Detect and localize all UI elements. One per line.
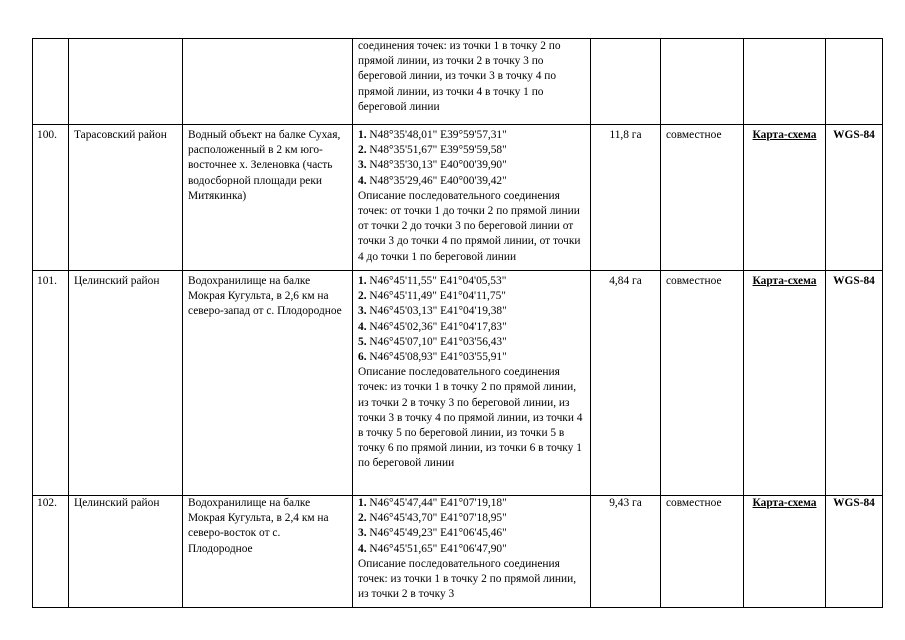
object-cell [183, 496, 353, 608]
connection-description: Описание последовательного соединения точек: из точки 1 в точку 2 по прямой линии, из точки 2 в точку 3 [358, 557, 577, 601]
ownership-type: совместное [666, 129, 722, 141]
row-number-cell [33, 125, 69, 271]
map-cell [744, 496, 826, 608]
point-coordinates: N46°45'11,49" E41°04'11,75" [369, 290, 506, 303]
district-cell [69, 125, 183, 271]
point-coordinates: N46°45'08,93" E41°03'55,91" [369, 351, 507, 364]
point-number: 4. [358, 320, 367, 333]
object-description: Водный объект на балке Сухая, расположенный в 2 км юго-восточнее х. Зеленовка (часть водосборной площади реки Митякинка) [188, 129, 341, 202]
area-value: 4,84 га [609, 275, 642, 287]
point-coordinates: N48°35'51,67" E39°59'59,58" [369, 144, 507, 157]
point-number: 2. [358, 512, 367, 525]
district-cell [69, 271, 183, 496]
point-number: 3. [358, 159, 367, 172]
map-cell [744, 125, 826, 271]
map-scheme-link[interactable]: Карта-схема [752, 129, 817, 141]
point-coordinates: N46°45'49,23" E41°06'45,46" [369, 527, 507, 540]
ownership-type: совместное [666, 275, 722, 287]
area-cell [591, 496, 661, 608]
row-number-cell [33, 496, 69, 608]
map-cell [744, 271, 826, 496]
point-number: 4. [358, 174, 367, 187]
coordinate-point [358, 128, 585, 143]
area-cell [591, 271, 661, 496]
coordinate-point [358, 289, 585, 304]
point-coordinates: N46°45'03,13" E41°04'19,38" [369, 305, 507, 318]
coordinate-point [358, 304, 585, 319]
table-row [33, 496, 883, 608]
area-cell [591, 125, 661, 271]
district-cell [69, 39, 183, 125]
object-cell [183, 39, 353, 125]
coordinate-system: WGS-84 [833, 275, 875, 287]
crs-cell [826, 496, 883, 608]
crs-cell [826, 125, 883, 271]
object-description: Водохранилище на балке Мокрая Кугульта, в 2,4 км на северо-восток от с. Плодородное [188, 497, 329, 555]
coordinates-cell [353, 496, 591, 608]
object-cell [183, 271, 353, 496]
coordinate-system: WGS-84 [833, 497, 875, 509]
district-name: Тарасовский район [74, 129, 167, 141]
coordinate-point [358, 143, 585, 158]
coordinate-point [358, 174, 585, 189]
point-number: 1. [358, 497, 367, 509]
point-coordinates: N46°45'02,36" E41°04'17,83" [369, 320, 507, 333]
point-number: 1. [358, 275, 367, 287]
ownership-cell [661, 271, 744, 496]
district-name: Целинский район [74, 275, 160, 287]
point-number: 5. [358, 335, 367, 348]
point-coordinates: N48°35'30,13" E40°00'39,90" [369, 159, 507, 172]
row-number: 100. [37, 129, 57, 141]
point-coordinates: N46°45'47,44" E41°07'19,18" [369, 497, 507, 509]
table-row [33, 39, 883, 125]
map-cell [744, 39, 826, 125]
coordinates-cell [353, 271, 591, 496]
table-body [33, 39, 883, 608]
point-coordinates: N46°45'11,55" E41°04'05,53" [369, 275, 507, 287]
point-number: 6. [358, 351, 367, 364]
point-coordinates: N46°45'43,70" E41°07'18,95" [369, 512, 507, 525]
map-scheme-link[interactable]: Карта-схема [752, 275, 817, 287]
point-number: 3. [358, 305, 367, 318]
coordinate-system: WGS-84 [833, 129, 875, 141]
area-value: 9,43 га [609, 497, 642, 509]
district-cell [69, 496, 183, 608]
coordinate-point [358, 526, 585, 541]
row-number-cell [33, 39, 69, 125]
map-scheme-link[interactable]: Карта-схема [752, 497, 817, 509]
point-coordinates: N48°35'29,46" E40°00'39,42" [369, 174, 507, 187]
connection-description: соединения точек: из точки 1 в точку 2 по прямой линии, из точки 2 в точку 3 по береговой линии, из точки 3 в точку 4 по прямой линии, из точки 4 в точку 1 по береговой линии [358, 40, 561, 113]
point-number: 2. [358, 290, 367, 303]
coordinate-point [358, 496, 585, 511]
ownership-type: совместное [666, 497, 722, 509]
ownership-cell [661, 125, 744, 271]
water-objects-table [32, 38, 883, 608]
point-number: 1. [358, 129, 367, 141]
row-number: 102. [37, 497, 57, 509]
coordinate-point [358, 335, 585, 350]
coordinates-cell [353, 39, 591, 125]
area-cell [591, 39, 661, 125]
point-number: 3. [358, 527, 367, 540]
row-number-cell [33, 271, 69, 496]
coordinate-point [358, 158, 585, 173]
crs-cell [826, 39, 883, 125]
point-coordinates: N46°45'07,10" E41°03'56,43" [369, 335, 507, 348]
area-value: 11,8 га [609, 129, 642, 141]
table-row [33, 125, 883, 271]
ownership-cell [661, 39, 744, 125]
point-coordinates: N46°45'51,65" E41°06'47,90" [369, 542, 507, 555]
coordinate-point [358, 320, 585, 335]
coordinate-point [358, 511, 585, 526]
point-number: 4. [358, 542, 367, 555]
connection-description: Описание последовательного соединения точек: от точки 1 до точки 2 по прямой линии от точки 2 до точки 3 по береговой линии от точки 3 до точки 4 по прямой линии, от точки 4 до точки 1 по береговой линии [358, 189, 581, 263]
district-name: Целинский район [74, 497, 160, 509]
crs-cell [826, 271, 883, 496]
coordinates-cell [353, 125, 591, 271]
point-number: 2. [358, 144, 367, 157]
coordinate-point [358, 542, 585, 557]
table-row [33, 271, 883, 496]
coordinate-point [358, 350, 585, 365]
object-cell [183, 125, 353, 271]
row-number: 101. [37, 275, 57, 287]
coordinate-point [358, 274, 585, 289]
ownership-cell [661, 496, 744, 608]
object-description: Водохранилище на балке Мокрая Кугульта, в 2,6 км на северо-запад от с. Плодородное [188, 275, 342, 318]
connection-description: Описание последовательного соединения точек: из точки 1 в точку 2 по прямой линии, из точки 2 в точку 3 по береговой линии, из точки 3 в точку 4 по прямой линии, из точки 4 в точку 5 по береговой линии, из точки 5 в точку 6 по прямой линии, из точки 6 в точку 1 по береговой линии [358, 366, 583, 470]
point-coordinates: N48°35'48,01" E39°59'57,31" [369, 129, 507, 141]
